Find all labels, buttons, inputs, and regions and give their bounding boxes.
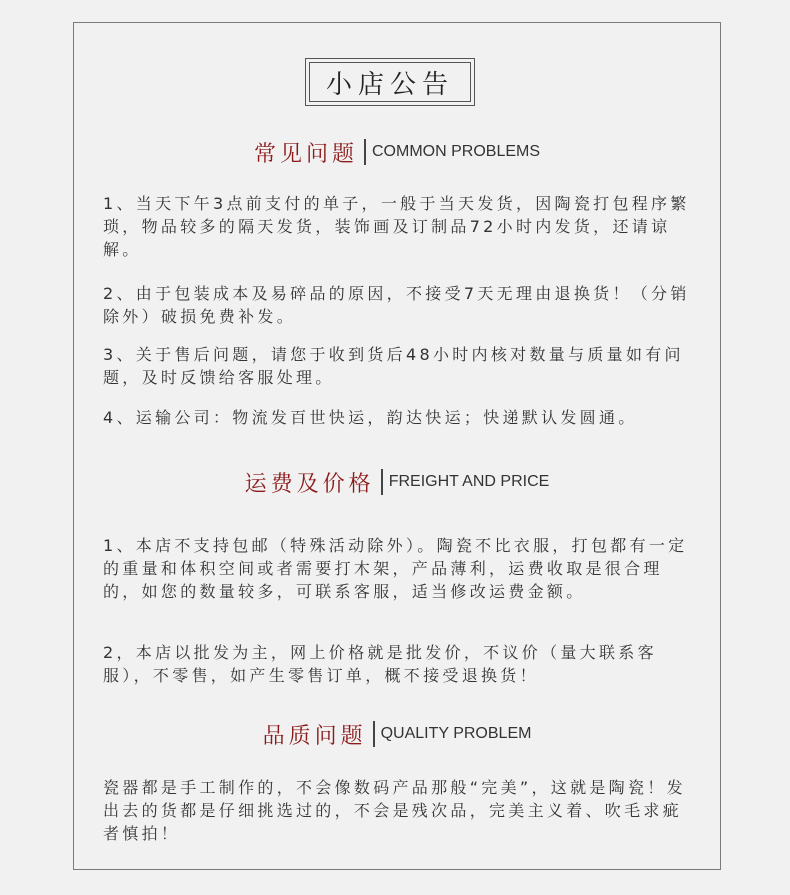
notice-title: 小店公告 — [309, 62, 471, 102]
paragraph: 2，本店以批发为主，网上价格就是批发价，不议价（量大联系客服），不零售，如产生零售订单，概不接受退换货！ — [103, 643, 657, 685]
paragraph: 3、关于售后问题，请您于收到货后48小时内核对数量与质量如有问题，及时反馈给客服处理。 — [103, 345, 684, 387]
paragraph: 瓷器都是手工制作的，不会像数码产品那般“完美”，这就是陶瓷！发出去的货都是仔细挑选过的，不会是残次品，完美主义着、吹毛求疵者慎拍！ — [103, 778, 686, 843]
section-heading-freight-price — [73, 467, 721, 497]
section-title-cn: 运费及价格 — [244, 471, 375, 497]
paragraph: 1、当天下午3点前支付的单子，一般于当天发货，因陶瓷打包程序繁琐，物品较多的隔天发货，装饰画及订制品72小时内发货，还请谅解。 — [103, 194, 690, 259]
section-title-cn: 常见问题 — [253, 141, 358, 167]
heading-divider — [373, 721, 375, 747]
paragraph: 4、运输公司：物流发百世快运，韵达快运；快递默认发圆通。 — [103, 408, 638, 427]
heading-divider — [381, 469, 383, 495]
section-heading-common-problems — [73, 137, 721, 167]
heading-divider — [364, 139, 366, 165]
notice-title-frame — [305, 58, 475, 106]
section-heading-quality-problem — [73, 719, 721, 749]
section-title-cn: 品质问题 — [262, 723, 367, 749]
section-title-en: FREIGHT AND PRICE — [388, 473, 550, 490]
section-title-en: COMMON PROBLEMS — [372, 143, 541, 160]
paragraph: 1、本店不支持包邮（特殊活动除外）。陶瓷不比衣服，打包都有一定的重量和体积空间或者需要打木架，产品薄利，运费收取是很合理的，如您的数量较多，可联系客服，适当修改运费金额。 — [103, 536, 688, 601]
paragraph: 2、由于包装成本及易碎品的原因，不接受7天无理由退换货！（分销除外）破损免费补发。 — [103, 284, 690, 326]
section-title-en: QUALITY PROBLEM — [380, 725, 532, 742]
